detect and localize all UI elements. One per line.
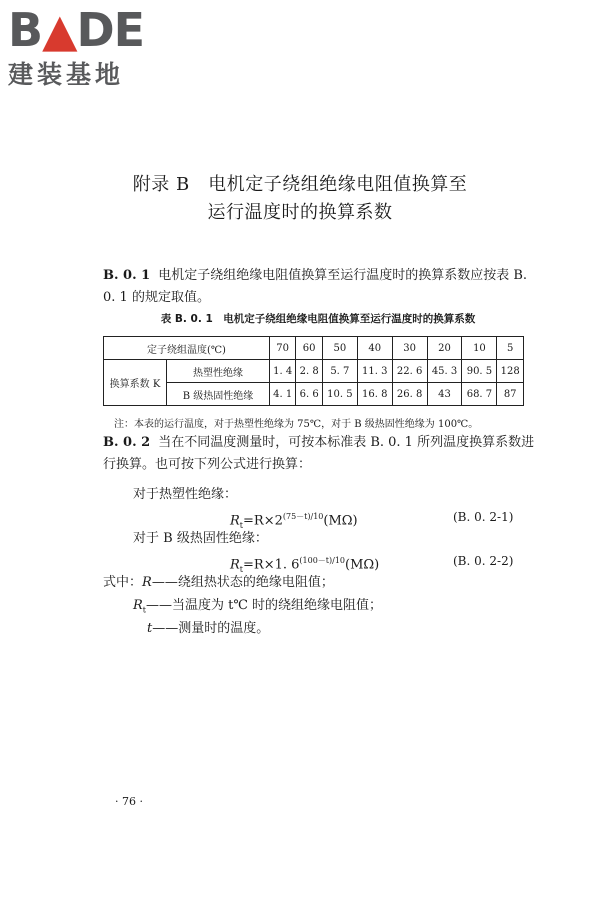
temp-cell: 30 [392, 337, 427, 360]
temp-cell: 5 [497, 337, 524, 360]
appendix-title-line1: 附录 B 电机定子绕组绝缘电阻值换算至 [132, 174, 468, 195]
logo-subtitle: 建装基地 [8, 60, 125, 89]
logo-letters-de: DE [76, 3, 145, 57]
temp-cell: 50 [322, 337, 357, 360]
logo-wordmark [8, 4, 178, 56]
table-row [104, 360, 524, 383]
value-cell: 45. 3 [427, 360, 462, 383]
value-cell: 16. 8 [357, 383, 392, 406]
logo-letters-b: B [8, 3, 43, 57]
formula-lhs: R [230, 557, 240, 573]
definition-r [103, 573, 334, 593]
value-cell: 2. 8 [296, 360, 323, 383]
section-b01 [103, 265, 543, 309]
row-label: B 级热固性绝缘 [167, 383, 270, 406]
definition-text: ——绕组热状态的绝缘电阻值； [151, 575, 334, 590]
value-cell: 22. 6 [392, 360, 427, 383]
value-cell: 90. 5 [462, 360, 497, 383]
header-label: 定子绕组温度(℃) [104, 337, 270, 360]
formula-label: 对于 B 级热固性绝缘： [133, 531, 268, 546]
value-cell: 4. 1 [269, 383, 296, 406]
value-cell: 26. 8 [392, 383, 427, 406]
section-text: 电机定子绕组绝缘电阻值换算至运行温度时的换算系数应按表 B. 0. 1 的规定取值。 [103, 268, 528, 305]
temp-cell: 40 [357, 337, 392, 360]
value-cell: 68. 7 [462, 383, 497, 406]
page-number: · 76 · [115, 795, 143, 808]
table-caption: 表 B. 0. 1 电机定子绕组绝缘电阻值换算至运行温度时的换算系数 [160, 313, 476, 325]
formula-exponent: (100－t)/10 [299, 556, 346, 565]
formula-label: 对于热塑性绝缘： [133, 487, 238, 502]
definition-sub: t [142, 605, 147, 615]
temp-cell: 20 [427, 337, 462, 360]
definition-symbol: t [147, 621, 153, 636]
definition-prefix: 式中： [103, 575, 143, 590]
formula-rhs: =R×2 [243, 513, 283, 529]
value-cell: 5. 7 [322, 360, 357, 383]
formula-lhs-sub: t [239, 520, 244, 530]
section-b02 [103, 432, 543, 476]
definition-symbol: R [133, 598, 143, 613]
value-cell: 1. 4 [269, 360, 296, 383]
value-cell: 6. 6 [296, 383, 323, 406]
temp-cell: 60 [296, 337, 323, 360]
equation-number: (B. 0. 2-2) [453, 554, 514, 568]
logo-letter-a-triangle: ▲ [42, 3, 77, 57]
definition-text: ——当温度为 t℃ 时的绕组绝缘电阻值； [146, 598, 383, 613]
formula-lhs: R [230, 513, 240, 529]
formula-exponent: (75－t)/10 [282, 512, 324, 521]
temp-cell: 70 [269, 337, 296, 360]
section-number: B. 0. 2 [103, 435, 151, 450]
formula-lhs-sub: t [239, 564, 244, 574]
definition-text: ——测量时的温度。 [152, 621, 270, 636]
value-cell: 128 [497, 360, 524, 383]
section-number: B. 0. 1 [103, 268, 151, 283]
formula-unit: (MΩ) [323, 513, 358, 529]
group-label: 换算系数 K [104, 360, 167, 406]
formula-rhs: =R×1. 6 [243, 557, 300, 573]
definition-symbol: R [142, 575, 152, 590]
table-row [104, 383, 524, 406]
value-cell: 43 [427, 383, 462, 406]
section-text: 当在不同温度测量时，可按本标准表 B. 0. 1 所列温度换算系数进行换算。也可按下列公式进行换算： [103, 435, 535, 472]
equation-number: (B. 0. 2-1) [453, 510, 514, 524]
conversion-table [103, 336, 524, 406]
table-header-row [104, 337, 524, 360]
formula-unit: (MΩ) [345, 557, 380, 573]
row-label: 热塑性绝缘 [167, 360, 270, 383]
value-cell: 10. 5 [322, 383, 357, 406]
definition-t [147, 619, 269, 639]
table-note: 注：本表的运行温度，对于热塑性绝缘为 75℃，对于 B 级热固性绝缘为 100℃。 [114, 419, 479, 430]
site-logo [8, 4, 178, 90]
appendix-title-line2: 运行温度时的换算系数 [207, 202, 393, 223]
value-cell: 11. 3 [357, 360, 392, 383]
definition-rt [133, 596, 382, 621]
value-cell: 87 [497, 383, 524, 406]
temp-cell: 10 [462, 337, 497, 360]
